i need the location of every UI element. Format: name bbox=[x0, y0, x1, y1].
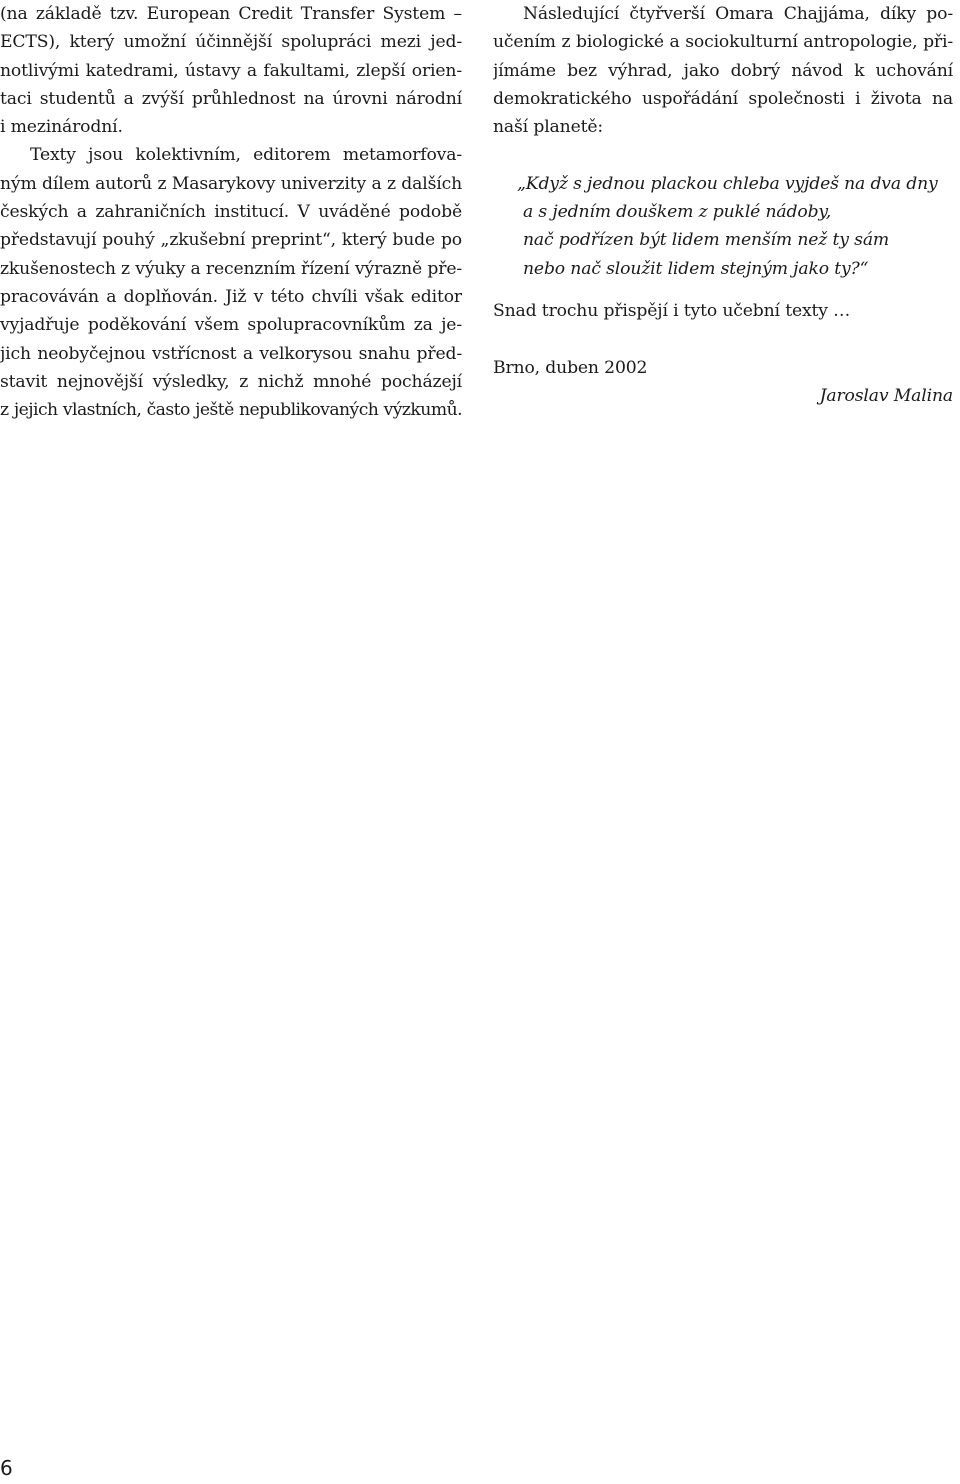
verse-line: nebo nač sloužit lidem stejným jako ty?“ bbox=[523, 258, 869, 279]
text-line: ným dílem autorů z Masarykovy univerzity a z dalších bbox=[0, 173, 462, 194]
text-line: i mezinárodní. bbox=[0, 117, 123, 138]
spacer bbox=[493, 141, 953, 169]
right-column bbox=[493, 0, 953, 410]
text-line: Texty jsou kolektivním, editorem metamorfova- bbox=[30, 145, 462, 166]
text-line: představují pouhý „zkušební preprint“, který bude po bbox=[0, 230, 462, 251]
verse-line: „Když s jednou plackou chleba vyjdeš na dva dny bbox=[517, 173, 938, 194]
spacer bbox=[493, 325, 953, 353]
text-line: (na základě tzv. European Credit Transfer System – bbox=[0, 4, 462, 24]
quatrain bbox=[493, 170, 953, 283]
text-line: notlivými katedrami, ústavy a fakultami, zlepší orien- bbox=[0, 60, 462, 81]
text-line: demokratického uspořádání společnosti i života na bbox=[493, 88, 953, 109]
text-line: zkušenostech z výuky a recenzním řízení výrazně pře- bbox=[0, 258, 462, 279]
text-line: z jejich vlastních, často ještě nepublikovaných výzkumů. bbox=[0, 400, 462, 421]
text-line: pracováván a doplňován. Již v této chvíli však editor bbox=[0, 286, 462, 307]
text-line: Následující čtyřverší Omara Chajjáma, díky po- bbox=[523, 4, 953, 24]
closing-line: Snad trochu přispějí i tyto učební texty … bbox=[493, 300, 851, 321]
text-line: jímáme bez výhrad, jako dobrý návod k uchování bbox=[493, 60, 953, 81]
place-date: Brno, duben 2002 bbox=[493, 357, 648, 378]
text-line: vyjadřuje poděkování všem spolupracovníkům za je- bbox=[0, 315, 462, 336]
text-line: taci studentů a zvýší průhlednost na úrovni národní bbox=[0, 88, 462, 109]
page-number: 6 bbox=[0, 1456, 13, 1480]
verse-line: a s jedním douškem z puklé nádoby, bbox=[523, 202, 832, 223]
signature: Jaroslav Malina bbox=[819, 385, 953, 406]
text-line: ECTS), který umožní účinnější spolupráci mezi jed- bbox=[0, 32, 462, 53]
text-line: stavit nejnovější výsledky, z nichž mnohé pocházejí bbox=[0, 371, 462, 392]
text-line: učením z biologické a sociokulturní antropologie, při- bbox=[493, 32, 953, 53]
spacer bbox=[493, 283, 953, 297]
text-line: naší planetě: bbox=[493, 117, 604, 138]
verse-line: nač podřízen být lidem menším než ty sám bbox=[523, 230, 890, 251]
text-line: jich neobyčejnou vstřícnost a velkorysou snahu před- bbox=[0, 343, 462, 364]
text-line: českých a zahraničních institucí. V uváděné podobě bbox=[0, 202, 462, 223]
left-column bbox=[0, 0, 462, 424]
